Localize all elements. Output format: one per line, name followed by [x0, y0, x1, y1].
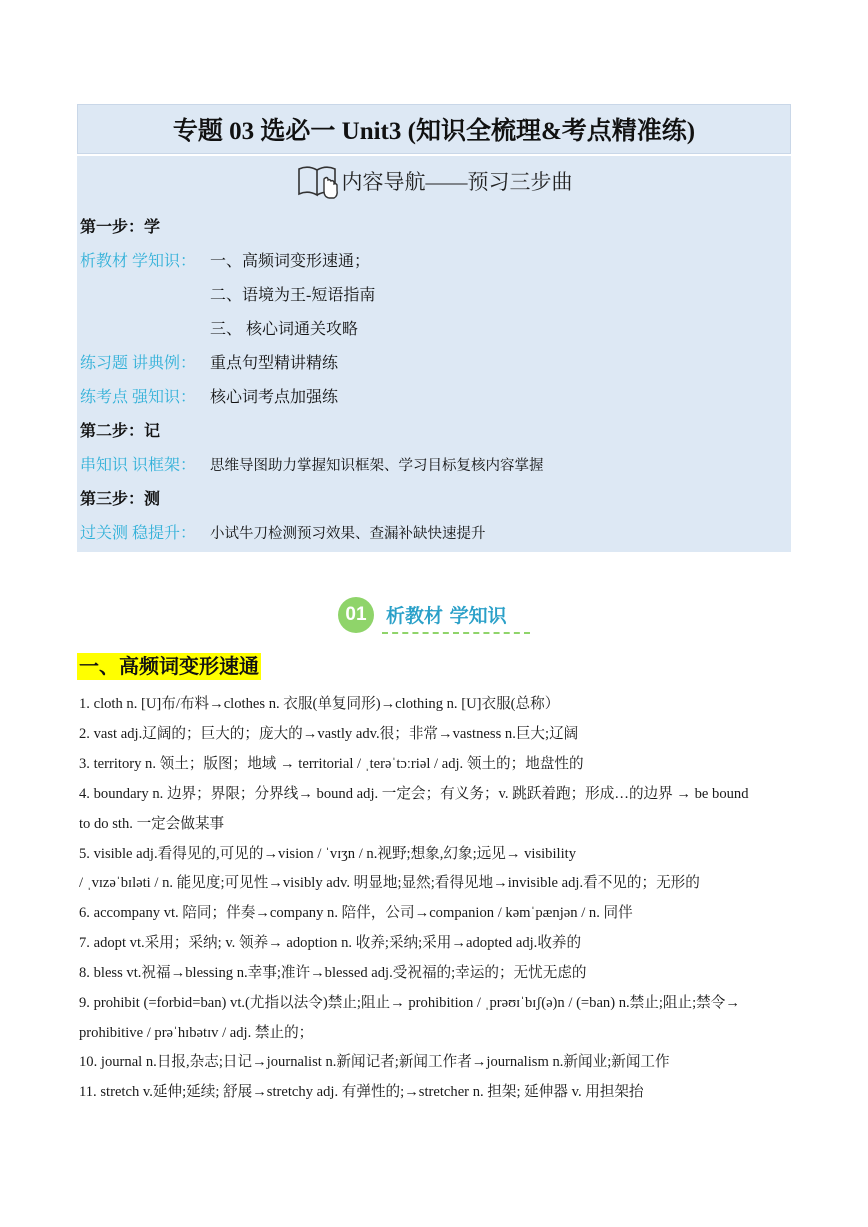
- test-label: 练考点 强知识：: [80, 389, 197, 406]
- badge-number: 01: [338, 597, 374, 633]
- vocab-entry: prohibitive / prəˈhɪbətɪv / adj. 禁止的；: [79, 1025, 314, 1041]
- vocab-entry: 11. stretch v.延伸;延续; 舒展→stretchy adj. 有弹性的;→stretcher n. 担架; 延伸器 v. 用担架抬: [79, 1084, 644, 1100]
- learn-row: [210, 282, 375, 305]
- quiz-label: 过关测 稳提升：: [80, 525, 197, 542]
- vocab-entry: to do sth. 一定会做某事: [79, 816, 225, 832]
- vocab-entry: 8. bless vt.祝福→blessing n.幸事;准许→blessed adj.受祝福的;幸运的；无忧无虑的: [79, 965, 587, 981]
- mind-text: 思维导图助力掌握知识框架、学习目标复核内容掌握: [210, 458, 544, 474]
- learn-row: [210, 316, 358, 339]
- learn-label: 析教材 学知识：: [80, 253, 197, 270]
- badge-underline: [382, 632, 530, 634]
- quiz-row: [80, 520, 486, 543]
- vocab-entry: 2. vast adj.辽阔的；巨大的；庞大的→vastly adv.很；非常→vastness n.巨大;辽阔: [79, 726, 579, 742]
- section-heading: 一、高频词变形速通: [79, 654, 259, 678]
- step-two-label: 第二步：记: [80, 423, 161, 440]
- nav-heading: [77, 160, 791, 202]
- step-one-label: 第一步：学: [80, 219, 161, 236]
- step-three-label: 第三步：测: [80, 491, 161, 508]
- vocab-entry: / ˌvɪzəˈbɪləti / n. 能见度;可见性→visibly adv. 明显地;显然;看得见地→invisible adj.看不见的；无形的: [79, 875, 700, 891]
- learn-item: 三、 核心词通关攻略: [210, 321, 359, 338]
- nav-heading-text: 内容导航——预习三步曲: [341, 170, 573, 194]
- test-text: 核心词考点加强练: [210, 389, 339, 406]
- book-pointer-icon: [296, 161, 340, 201]
- content-navigation-box: [77, 156, 791, 552]
- practice-row: [80, 350, 338, 373]
- quiz-text: 小试牛刀检测预习效果、查漏补缺快速提升: [210, 526, 486, 542]
- test-row: [80, 384, 338, 407]
- document-title: 专题 03 选必一 Unit3 (知识全梳理&考点精准练): [77, 104, 791, 154]
- badge-text: 析教材 学知识: [386, 605, 507, 627]
- vocab-entry: 10. journal n.日报,杂志;日记→journalist n.新闻记者;新闻工作者→journalism n.新闻业;新闻工作: [79, 1054, 670, 1070]
- vocab-entry: 9. prohibit (=forbid=ban) vt.(尤指以法令)禁止;阻止→ prohibition / ˌprəʊɪˈbɪʃ(ə)n / (=ban) n.禁止;阻止;禁令→: [79, 995, 740, 1011]
- learn-item: 一、高频词变形速通；: [210, 253, 371, 270]
- vocab-entry: 5. visible adj.看得见的,可见的→vision / ˈvɪʒn / n.视野;想象,幻象;远见→ visibility: [79, 846, 576, 862]
- vocab-entry: 1. cloth n. [U]布/布料→clothes n. 衣服(单复同形)→clothing n. [U]衣服(总称）: [79, 696, 560, 712]
- learn-item: 二、语境为王-短语指南: [210, 287, 376, 304]
- section-badge: [338, 596, 530, 636]
- practice-label: 练习题 讲典例：: [80, 355, 197, 372]
- vocab-entry: 7. adopt vt.采用；采纳; v. 领养→ adoption n. 收养;采纳;采用→adopted adj.收养的: [79, 935, 582, 951]
- vocab-entry: 3. territory n. 领土；版图；地域 → territorial / ˌterəˈtɔːriəl / adj. 领土的；地盘性的: [79, 756, 584, 772]
- mind-label: 串知识 识框架：: [80, 457, 197, 474]
- practice-text: 重点句型精讲精练: [210, 355, 339, 372]
- mind-row: [80, 452, 544, 475]
- vocab-entry: 6. accompany vt. 陪同；伴奏→company n. 陪伴，公司→companion / kəmˈpænjən / n. 同伴: [79, 905, 633, 921]
- learn-row: [80, 248, 370, 271]
- vocab-entry: 4. boundary n. 边界；界限；分界线→ bound adj. 一定会；有义务；v. 跳跃着跑；形成…的边界 → be bound: [79, 786, 749, 802]
